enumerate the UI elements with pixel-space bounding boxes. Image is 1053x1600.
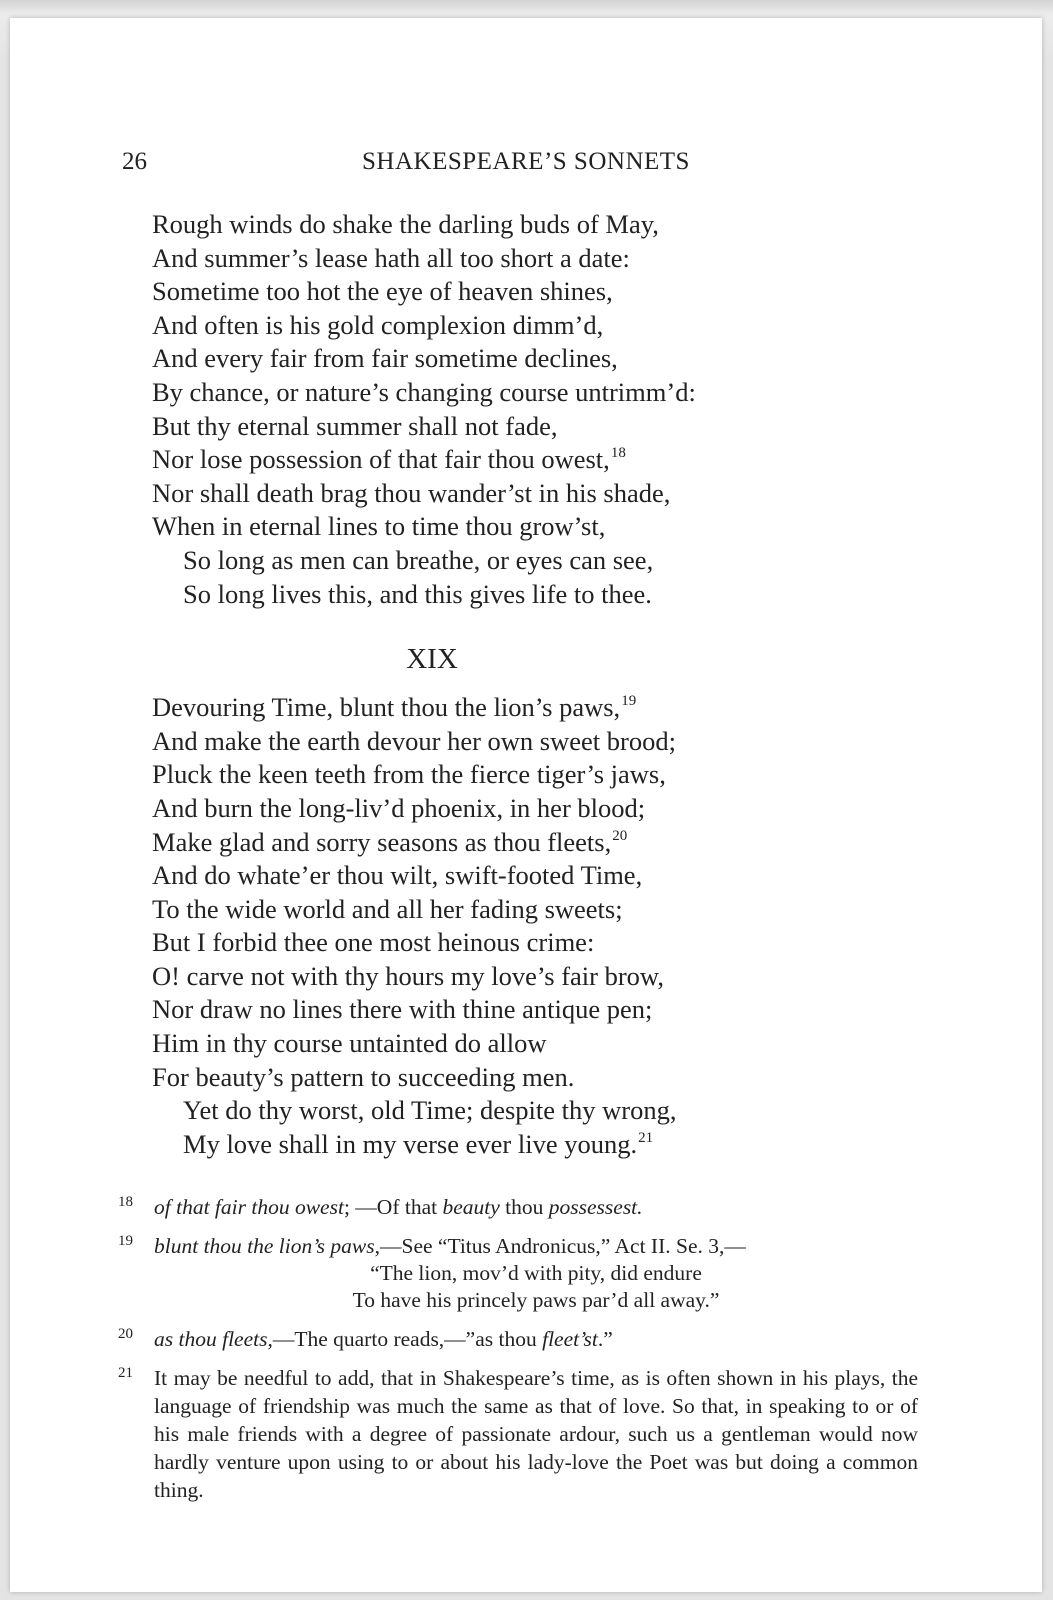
sonnet-xix-heading: XIX: [406, 643, 458, 676]
footnote-segment-italic: fleet’st: [542, 1327, 598, 1352]
footnote-segment: ; —Of that: [343, 1195, 443, 1220]
poem-line: And every fair from fair sometime declines,: [152, 343, 618, 374]
page: [10, 18, 1042, 1592]
poem-line: Pluck the keen teeth from the fierce tiger’s jaws,: [152, 759, 666, 790]
footnote-number: 18: [118, 1194, 133, 1211]
footnote-text: [154, 1325, 918, 1353]
poem-line: So long lives this, and this gives life to thee.: [183, 578, 652, 609]
poem-line: Make glad and sorry seasons as thou fleets,$^{20}$: [152, 826, 628, 857]
footnote-text: [154, 1193, 918, 1221]
footnote-ref: 20: [612, 827, 628, 844]
footnote-segment-italic: as thou fleets: [154, 1327, 268, 1352]
footnote-number: 21: [118, 1365, 133, 1382]
footnote-segment-italic: of that fair thou owest: [154, 1195, 344, 1220]
footnotes-section: [118, 1193, 918, 1504]
running-header: [10, 146, 1042, 178]
poem-line: Sometime too hot the eye of heaven shines,: [152, 276, 613, 307]
poem-line: For beauty’s pattern to succeeding men.: [152, 1061, 575, 1092]
sonnet-xviii-body: [152, 208, 1042, 611]
footnote-ref: 19: [621, 693, 637, 710]
poem-line: But I forbid thee one most heinous crime:: [152, 927, 595, 958]
footnote-segment-italic: possessest.: [548, 1195, 643, 1220]
poem-line: Nor lose possession of that fair thou owest,$^{18}$: [152, 444, 626, 475]
sonnet-xix-body: [152, 691, 1042, 1161]
poem-line: By chance, or nature’s changing course untrimm’d:: [152, 376, 696, 407]
poem-line: And make the earth devour her own sweet brood;: [152, 725, 676, 756]
footnote: [118, 1325, 918, 1353]
poem-line: And burn the long-liv’d phoenix, in her blood;: [152, 792, 646, 823]
footnote-segment: thou: [499, 1195, 549, 1220]
poem-line: Rough winds do shake the darling buds of May,: [152, 209, 659, 239]
poem-line: And summer’s lease hath all too short a date:: [152, 242, 630, 273]
poem-line: Yet do thy worst, old Time; despite thy wrong,: [183, 1095, 677, 1126]
page-number: 26: [122, 148, 147, 175]
footnote: [118, 1193, 918, 1221]
poem-line: O! carve not with thy hours my love’s fair brow,: [152, 960, 664, 991]
footnote-segment: .”: [597, 1327, 613, 1352]
poem-line: When in eternal lines to time thou grow’st,: [152, 511, 606, 542]
footnote-text: [154, 1232, 918, 1314]
poem-line: Nor draw no lines there with thine antique pen;: [152, 994, 653, 1025]
poem-line: And often is his gold complexion dimm’d,: [152, 309, 604, 340]
footnote-text: [154, 1364, 918, 1504]
quote-line: To have his princely paws par’d all away.”: [352, 1288, 720, 1313]
poem-line: Devouring Time, blunt thou the lion’s paws,$^{19}$: [152, 692, 637, 723]
poem-line: My love shall in my verse ever live young.$^{21}$: [183, 1128, 654, 1159]
footnote-number: 19: [118, 1233, 133, 1250]
footnote-segment: It may be needful to add, that in Shakespeare’s time, as is often shown in his plays, the language of friendship was much the same as that of love. So that, in speaking to or of his male friends with a degree of passionate ardour, such us a gentleman would now hardly venture upon using to or about his lady-love the Poet was but doing a common thing.: [154, 1366, 918, 1503]
footnote-segment-italic: blunt thou the lion’s paws: [154, 1234, 375, 1259]
poem-line: Nor shall death brag thou wander’st in his shade,: [152, 477, 671, 508]
footnote-segment: ,—The quarto reads,—”as thou: [267, 1327, 543, 1352]
quote-line: “The lion, mov’d with pity, did endure: [370, 1261, 702, 1286]
poem-line: Him in thy course untainted do allow: [152, 1028, 547, 1059]
running-title: SHAKESPEARE’S SONNETS: [362, 148, 690, 175]
footnote-number: 20: [118, 1326, 133, 1343]
poem-line: And do whate’er thou wilt, swift-footed Time,: [152, 860, 643, 891]
poem-line: But thy eternal summer shall not fade,: [152, 410, 558, 441]
footnote-ref: 18: [610, 445, 626, 462]
footnote-segment: ,—See “Titus Andronicus,” Act II. Se. 3,—: [374, 1234, 746, 1259]
poem-line: So long as men can breathe, or eyes can see,: [183, 544, 654, 575]
poem-line: To the wide world and all her fading sweets;: [152, 893, 623, 924]
footnote: [118, 1364, 918, 1504]
footnote-ref: 21: [638, 1130, 654, 1147]
footnote-segment-italic: beauty: [442, 1195, 500, 1220]
footnote: [118, 1232, 918, 1314]
